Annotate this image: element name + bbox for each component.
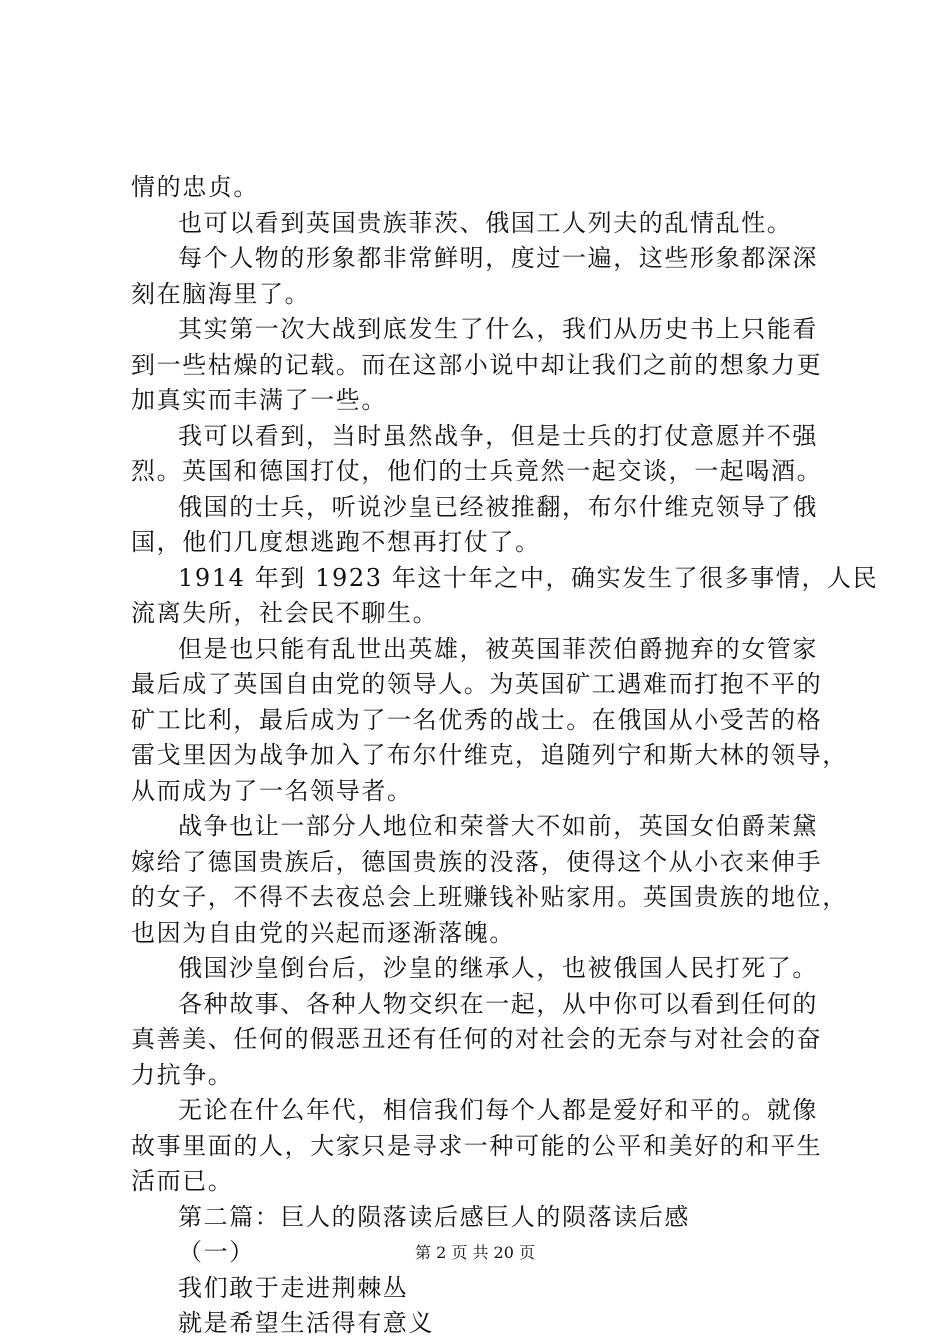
text-line: 其实第一次大战到底发生了什么，我们从历史书上只能看	[178, 315, 818, 343]
text-line: 情的忠贞。	[131, 173, 259, 201]
text-line: 我可以看到，当时虽然战争，但是士兵的打仗意愿并不强	[178, 421, 818, 450]
text-line: 就是希望生活得有意义	[178, 1309, 434, 1337]
text-line: 嫁给了德国贵族后，德国贵族的没落，使得这个从小衣来伸手	[131, 847, 823, 876]
text-line: 但是也只能有乱世出英雄，被英国菲茨伯爵抛弃的女管家	[178, 634, 818, 663]
text-line: 到一些枯燥的记载。而在这部小说中却让我们之前的想象力更	[131, 350, 823, 379]
text-line: 烈。英国和德国打仗，他们的士兵竟然一起交谈，一起喝酒。	[131, 457, 823, 485]
text-line: 也可以看到英国贵族菲茨、俄国工人列夫的乱情乱性。	[178, 208, 793, 237]
text-line: 无论在什么年代，相信我们每个人都是爱好和平的。就像	[178, 1096, 818, 1124]
text-line: 我们敢于走进荆棘丛	[178, 1273, 409, 1302]
text-line: 国，他们几度想逃跑不想再打仗了。	[131, 528, 541, 556]
text-line: 第二篇：巨人的陨落读后感巨人的陨落读后感	[178, 1202, 690, 1231]
text-line: （一）	[178, 1238, 255, 1266]
text-line: 矿工比利，最后成为了一名优秀的战士。在俄国从小受苦的格	[131, 705, 823, 734]
text-line: 战争也让一部分人地位和荣誉大不如前，英国女伯爵茉黛	[178, 812, 818, 840]
text-line: 俄国的士兵，听说沙皇已经被推翻，布尔什维克领导了俄	[178, 492, 818, 521]
text-line: 俄国沙皇倒台后，沙皇的继承人，也被俄国人民打死了。	[178, 954, 818, 982]
text-line: 真善美、任何的假恶丑还有任何的对社会的无奈与对社会的奋	[131, 1025, 823, 1053]
page-footer: 第 2 页 共 20 页	[415, 1243, 535, 1262]
text-line: 也因为自由党的兴起而逐渐落魄。	[131, 918, 515, 947]
text-line: 雷戈里因为战争加入了布尔什维克，追随列宁和斯大林的领导，	[131, 741, 848, 769]
body-text	[131, 170, 879, 1342]
text-line: 每个人物的形象都非常鲜明，度过一遍，这些形象都深深	[178, 244, 818, 272]
text-line: 各种故事、各种人物交织在一起，从中你可以看到任何的	[178, 989, 818, 1018]
text-line: 流离失所，社会民不聊生。	[131, 599, 439, 627]
text-line: 活而已。	[131, 1167, 234, 1195]
text-line: 最后成了英国自由党的领导人。为英国矿工遇难而打抱不平的	[131, 670, 823, 698]
text-line: 的女子，不得不去夜总会上班赚钱补贴家用。英国贵族的地位，	[131, 883, 848, 911]
text-line: 刻在脑海里了。	[131, 279, 311, 308]
text-line: 故事里面的人，大家只是寻求一种可能的公平和美好的和平生	[131, 1131, 823, 1160]
text-line: 力抗争。	[131, 1060, 234, 1089]
text-line: 1914 年到 1923 年这十年之中，确实发生了很多事情，人民	[178, 563, 879, 592]
text-line: 从而成为了一名领导者。	[131, 776, 413, 805]
text-line: 加真实而丰满了一些。	[131, 386, 387, 414]
